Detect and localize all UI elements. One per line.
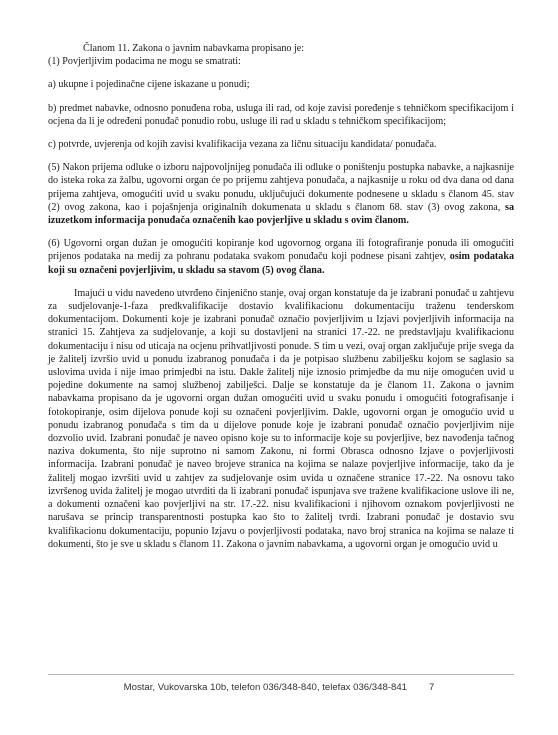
paragraph-6-bold: osim podataka koji su označeni povjerljivim, u skladu sa stavom (5) ovog člana. xyxy=(48,251,514,276)
intro-sub-line: (1) Povjerljivim podacima ne mogu se smatrati: xyxy=(48,56,241,68)
list-item-a: a) ukupne i pojedinačne cijene iskazane u ponudi; xyxy=(48,79,250,91)
paragraph-5-text: (5) Nakon prijema odluke o izboru najpovoljnijeg ponuđača ili odluke o poništenju postupka nabavke, a najkasnije do isteka roka za žalbu, ugovorni organ će po prijemu zahtjeva ponuđača, a najkasnije u roku od dva dana od dana prijema zahtjeva, omogućiti uvid u svaku ponudu, uključujući dokumente podnesene u skladu s članom 45. stav (2) ovog zakona, kao i pojašnjenja originalnih dokumenata u skladu s članom 68. stav (3) ovog zakona, xyxy=(48,162,514,213)
document-body xyxy=(48,42,514,551)
main-body-paragraph: Imajući u vidu navedeno utvrđeno činjenično stanje, ovaj organ konstatuje da je izabrani ponuđač u zahtjevu za sudjelovanje-1-faza predkvalifikacije dostavio kvalifikacionu dokumentaciju traženu tenderskom dokumentacijom. Dokumenti koje je izabrani ponuđač označio povjerljivim u Izjavi povjerljivih informacija na stranici 15. Zahtjeva za sudjelovanje, a koji su dostavljeni na stranici 17.-22. ne predstavljaju kvalifikacionu dokumentaciju i nisu od uticaja na ocjenu prihvatljivosti ponude. S tim u vezi, ovaj organ zaključuje prije svega da je žalitelj izvršio uvid u ponudu izabranog ponuđača i da je potpisao službenu zabilješku kojom se saglasio sa uslovima uvida i nije imao primjedbi na istu. Dakle žalitelj nije iznosio primjedbe da mu nije omogućen uvid u pojedine dokumente na samoj službenoj zabilješci. Dalje se konstatuje da je članom 11. Zakona o javnim nabavkama propisano da je ugovorni organ dužan omogućiti uvid u svaku ponudu i omogućiti fotografisanje i fotokopiranje, osim dijelova ponude koji su označeni povjerljivim. Dakle, ugovorni organ je omogućio uvid u ponudu izabranog ponuđača s tim da u dijelove ponude koje je izabrani ponuđač označio povjerljivim nije dozvolio uvid. Izabrani ponuđač je naveo opisno koje su to informacije koje su povjerljive, bez navođenja tačnog naziva dokumenta, što nije suprotno ni samom Zakonu, ni formi Obrasca odnosno Izjave o povjerljivosti informacija. Izabrani ponuđač je naveo brojeve stranica na kojima se nalaze povjerljive informacije, tako da je žalitelj mogao izvršiti uvid u zahtjev za sudjelovanje osim uvida u označene stranice 17.-22. Na osnovu tako izvršenog uvida žalitelj je mogao utvrditi da li izabrani ponuđač ispunjava sve tražene kvalifikacione uslove ili ne, a dokumenti označeni kao povjerljivi na str. 17.-22. nisu kvalifikacioni i njihovom oznakom povjerljivosti ne narušava se princip transparentnosti postupka kao što to žalitelj tvrdi. Izabrani ponuđač je dostavio svu kvalifikacionu dokumentaciju, popunio Izjavu o povjerljivosti podataka, navo broj stranica na kojima se nalaze ti dokumenti, što je sve u skladu s članom 11. Zakona o javnim nabavkama, a ugovorni organ je omogućio uvid u xyxy=(48,287,514,550)
page-number: 7 xyxy=(429,682,435,693)
paragraph-6 xyxy=(48,237,514,277)
page-footer xyxy=(0,682,558,693)
list-item-c: c) potvrde, uvjerenja od kojih zavisi kvalifikacija vezana za ličnu situaciju kandidata/ ponuđača. xyxy=(48,139,437,151)
paragraph-6-text: (6) Ugovorni organ dužan je omogućiti kopiranje kod ugovornog organa ili fotografiranje ponuda ili omogućiti prijenos podataka na medij za pohranu podataka svakom ponuđaču koji podnese pisani zahtjev, xyxy=(48,238,514,263)
list-item-b: b) predmet nabavke, odnosno ponuđena roba, usluga ili rad, od koje zavisi poređenje s tehničkom specifikacijom i ocjena da li je određeni ponuđač ponudio robu, usluge ili rad u skladu s tehničkom specifikacijom; xyxy=(48,102,514,127)
paragraph-5-bold: sa izuzetkom informacija ponuđača označenih kao povjerljive u skladu s ovim članom. xyxy=(48,201,514,227)
footer-address: Mostar, Vukovarska 10b, telefon 036/348-840, telefax 036/348-841 xyxy=(123,682,408,693)
paragraph-5 xyxy=(48,161,514,227)
intro-line: Članom 11. Zakona o javnim nabavkama propisano je: xyxy=(83,43,305,54)
footer-divider xyxy=(48,674,514,675)
